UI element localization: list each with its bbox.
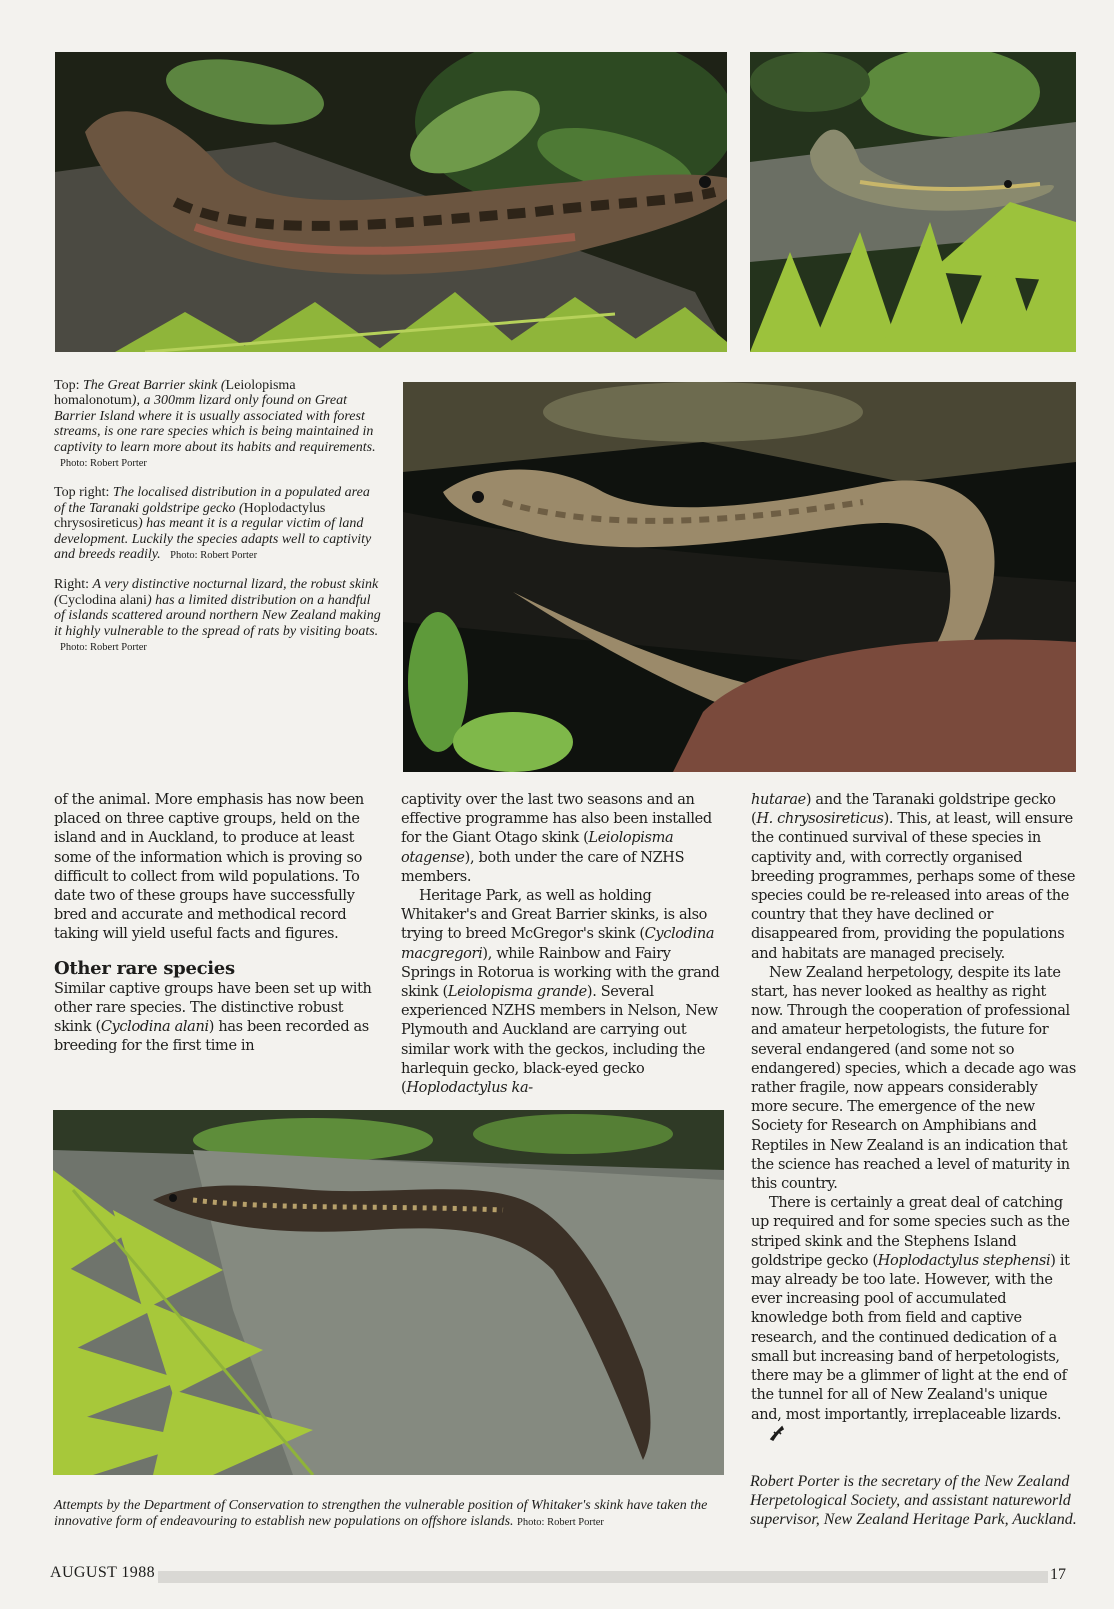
caption-top-right: Top right: The localised distribution in a populated area of the Taranaki goldstripe gecko (Hoplodactylus chrysosireticus) has meant it is a regular victim of land development. Luckily the species adapts well to captivity and breeds readily. Photo: Robert Porter: [54, 485, 372, 563]
caption-right: Right: A very distinctive nocturnal lizard, the robust skink (Cyclodina alani) has a limited distribution on a handful of islands scattered around northern New Zealand making it highly vulnerable to the spread of rats by visiting boats. Photo: Robert Porter: [54, 577, 381, 654]
article-paragraph: Heritage Park, as well as holding Whitaker's and Great Barrier skinks, is also trying to breed McGregor's skink (Cyclodina macgregori), while Rainbow and Fairy Springs in Rotorua is working with the grand skink (Leiolopisma grande). Several experienced NZHS members in Nelson, New Plymouth and Auckland are carrying out similar work with the geckos, including the harlequin gecko, black-eyed gecko (Hoplodactylus ka-: [401, 888, 720, 1097]
author-bio: Robert Porter is the secretary of the New Zealand Herpetological Society, and assistant natureworld supervisor, New Zealand Heritage Park, Auckland.: [750, 1473, 1077, 1529]
article-column-2: [401, 791, 727, 1098]
section-heading: Other rare species: [54, 957, 235, 979]
article-column-1: [54, 791, 378, 1057]
caption-bottom: Attempts by the Department of Conservation to strengthen the vulnerable position of Whitaker's skink have taken the innovative form of endeavouring to establish new populations on offshore islands. Photo: Robert Porter: [54, 1498, 708, 1529]
footer-rule: [158, 1571, 1048, 1583]
article-paragraph: There is certainly a great deal of catching up required and for some species such as the striped skink and the Stephens Island goldstripe gecko (Hoplodactylus stephensi) it may already be too late. However, with the ever increasing pool of accumulated knowledge both from field and captive research, and the continued dedication of a small but increasing band of herpetologists, there may be a glimmer of light at the end of the tunnel for all of New Zealand's unique and, most importantly, irreplaceable lizards.: [751, 1194, 1077, 1445]
photo-robust-skink: [403, 382, 1076, 772]
article-paragraph: Similar captive groups have been set up with other rare species. The distinctive robust skink (Cyclodina alani) has been recorded as breeding for the first time in: [54, 980, 372, 1055]
photo-captions: [54, 378, 384, 670]
article-paragraph: captivity over the last two seasons and an effective programme has also been installed for the Giant Otago skink (Leiolopisma otagense), both under the care of NZHS members.: [401, 792, 712, 885]
article-column-3: [751, 791, 1077, 1445]
article-paragraph: of the animal. More emphasis has now been placed on three captive groups, held on the island and in Auckland, to produce at least some of the information which is proving so difficult to collect from wild populations. To date two of these groups have successfully bred and accurate and methodical record taking will yield useful facts and figures.: [54, 792, 364, 943]
issue-date: AUGUST 1988: [50, 1564, 156, 1581]
photo-whitakers-skink: [53, 1110, 724, 1475]
photo-taranaki-goldstripe-gecko: [750, 52, 1076, 352]
caption-top: Top: The Great Barrier skink (Leiolopisma homalonotum), a 300mm lizard only found on Great Barrier Island where it is usually associated with forest streams, is one rare species which is being maintained in captivity to learn more about its habits and requirements. Photo: Robert Porter: [54, 378, 376, 470]
lizard-end-mark-icon: [751, 1425, 767, 1441]
article-paragraph: New Zealand herpetology, despite its late start, has never looked as healthy as right now. Through the cooperation of professional and amateur herpetologists, the future for several endangered (and some not so endangered) species, which a decade ago was rather fragile, now appears considerably more secure. The emergence of the new Society for Research on Amphibians and Reptiles in New Zealand is an indication that the science has reached a level of maturity in this country.: [751, 964, 1076, 1193]
photo-great-barrier-skink: [55, 52, 727, 352]
page-number: 17: [1050, 1566, 1066, 1583]
article-paragraph: hutarae) and the Taranaki goldstripe gecko (H. chrysosireticus). This, at least, will ensure the continued survival of these species in captivity and, with correctly organised breeding programmes, perhaps some of these species could be re-released into areas of the country that they have declined or disappeared from, providing the populations and habitats are managed precisely.: [751, 792, 1076, 962]
